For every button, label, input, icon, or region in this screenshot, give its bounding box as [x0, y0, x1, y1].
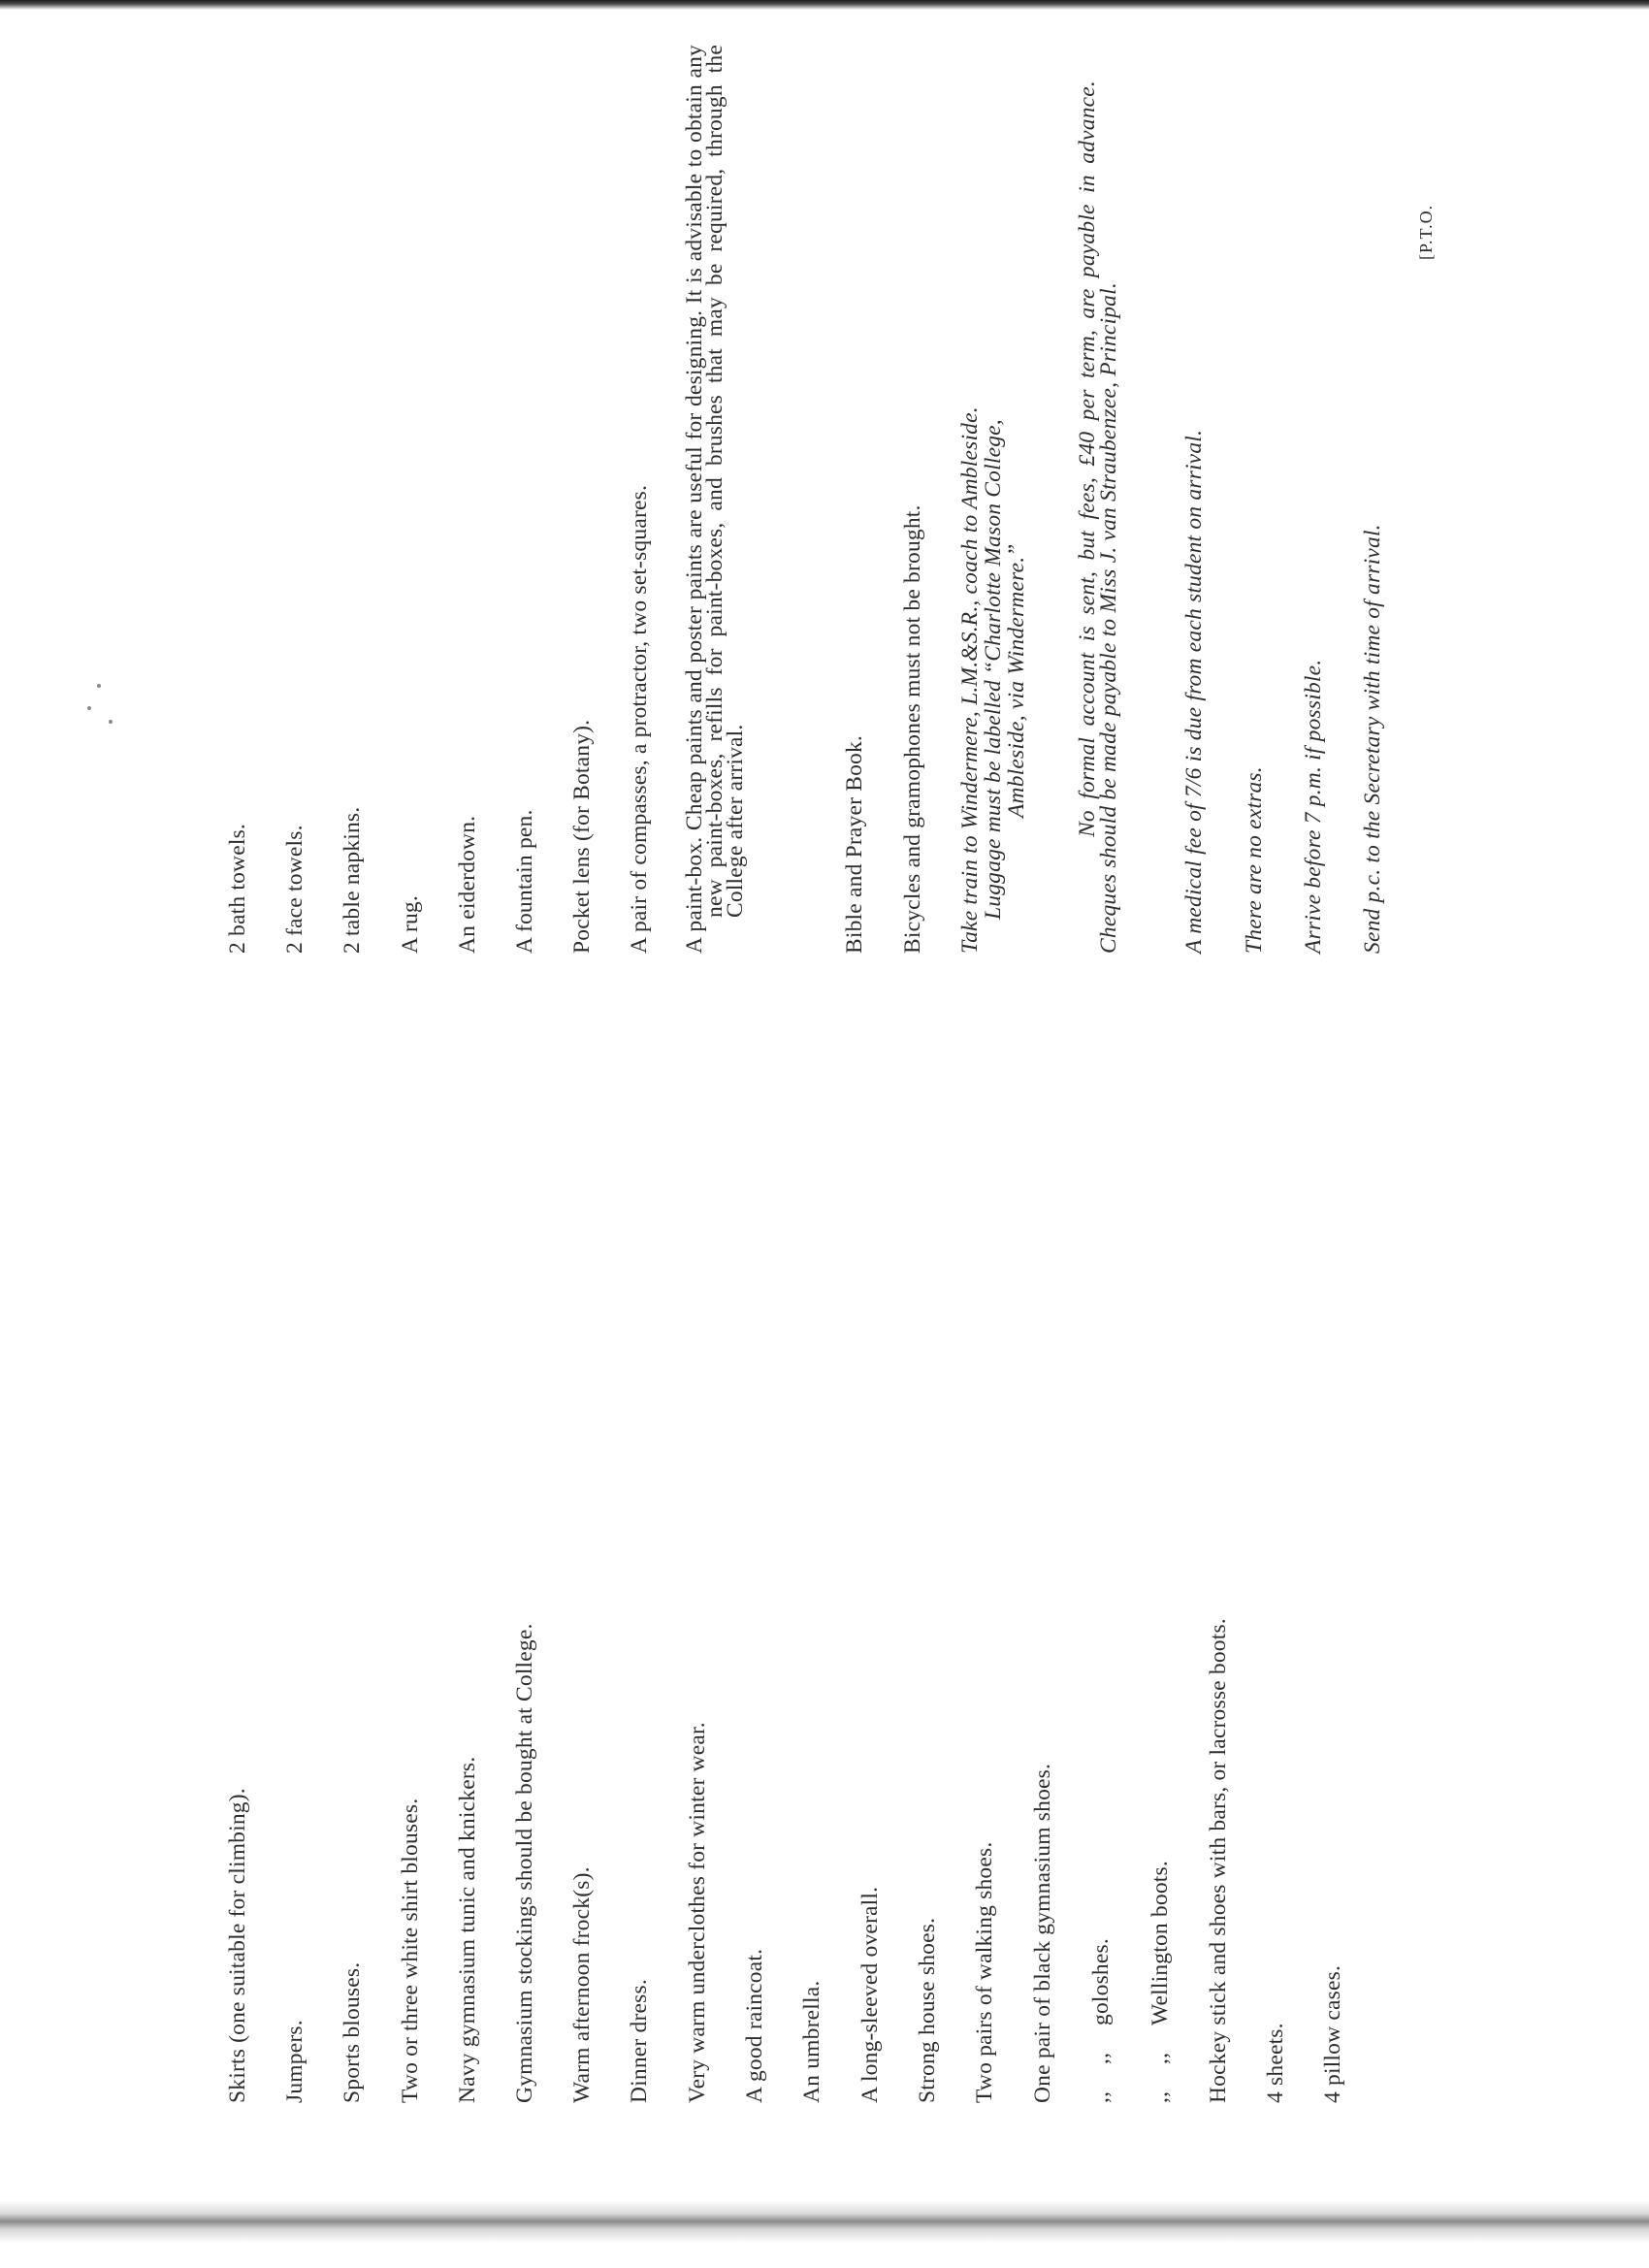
arrival-time-note: Arrive before 7 p.m. if possible.: [1301, 659, 1326, 954]
list-item-text: Wellington boots.: [1148, 1861, 1173, 2025]
list-item: Skirts (one suitable for climbing).: [225, 1788, 250, 2103]
travel-line: Take train to Windermere, L.M.&S.R., coach to Ambleside.: [957, 406, 983, 954]
list-item: A long-sleeved overall.: [857, 1886, 883, 2103]
list-item: Jumpers.: [282, 2020, 307, 2103]
list-item: Dinner dress.: [627, 1979, 652, 2103]
paint-box-paragraph: A paint-box. Cheap paints and poster paints are useful for designing. It is advisable to obtain any new paint-boxes, refills for paint-boxes, and brushes that may be required, through the College after arrival.: [682, 45, 748, 954]
list-item: Sports blouses.: [340, 1961, 365, 2103]
list-item: An eiderdown.: [455, 815, 480, 954]
list-item: Two pairs of walking shoes.: [972, 1841, 997, 2103]
medical-fee-note: A medical fee of 7/6 is due from each student on arrival.: [1181, 429, 1207, 954]
list-item: Very warm underclothes for winter wear.: [685, 1722, 710, 2103]
fees-paragraph: No formal account is sent, but fees, £40 per term, are payable in advance. Cheques should be made payable to Miss J. van Straubenzee, Principal.: [1075, 81, 1121, 954]
list-item: Hockey stick and shoes with bars, or lacrosse boots.: [1206, 1618, 1231, 2103]
list-item: A good raincoat.: [742, 1948, 767, 2103]
ditto-mark: ,,: [1148, 2090, 1173, 2103]
list-item: A pair of compasses, a protractor, two set-squares.: [627, 484, 652, 954]
list-item: Strong house shoes.: [915, 1917, 940, 2103]
travel-line: Ambleside, via Windermere.”: [1004, 543, 1029, 818]
list-item: Pocket lens (for Botany).: [569, 719, 595, 954]
list-item: Gymnasium stockings should be bought at College.: [512, 1623, 537, 2103]
list-item: [1148, 1133, 1173, 2103]
list-item: 2 face towels.: [282, 825, 307, 954]
list-item: A rug.: [398, 895, 423, 954]
travel-instructions: [958, 81, 1028, 954]
list-item: Bible and Prayer Book.: [842, 735, 867, 954]
extras-note: There are no extras.: [1242, 766, 1267, 954]
ditto-mark: ,,: [1088, 2090, 1114, 2103]
list-item: Two or three white shirt blouses.: [398, 1798, 423, 2103]
travel-line: Luggage must be labelled “Charlotte Mason College,: [981, 419, 1006, 920]
please-turn-over: [P.T.O.: [1416, 204, 1436, 260]
list-item: Warm afternoon frock(s).: [569, 1866, 595, 2103]
list-item: [1088, 1133, 1114, 2103]
list-item: 4 pillow cases.: [1320, 1964, 1345, 2103]
ditto-mark: ,,: [1148, 2052, 1173, 2064]
list-item: A fountain pen.: [512, 809, 537, 954]
list-item: 2 bath towels.: [225, 824, 250, 954]
list-item: 4 sheets.: [1263, 2023, 1288, 2103]
ditto-mark: ,,: [1088, 2052, 1114, 2064]
list-item-text: goloshes.: [1088, 1938, 1114, 2025]
list-item: One pair of black gymnasium shoes.: [1030, 1763, 1055, 2103]
list-item: Navy gymnasium tunic and knickers.: [455, 1756, 480, 2103]
list-item: Bicycles and gramophones must not be brought.: [900, 504, 925, 954]
list-item: An umbrella.: [799, 1980, 824, 2103]
list-item: 2 table napkins.: [340, 806, 365, 954]
send-postcard-note: Send p.c. to the Secretary with time of arrival.: [1360, 524, 1385, 954]
